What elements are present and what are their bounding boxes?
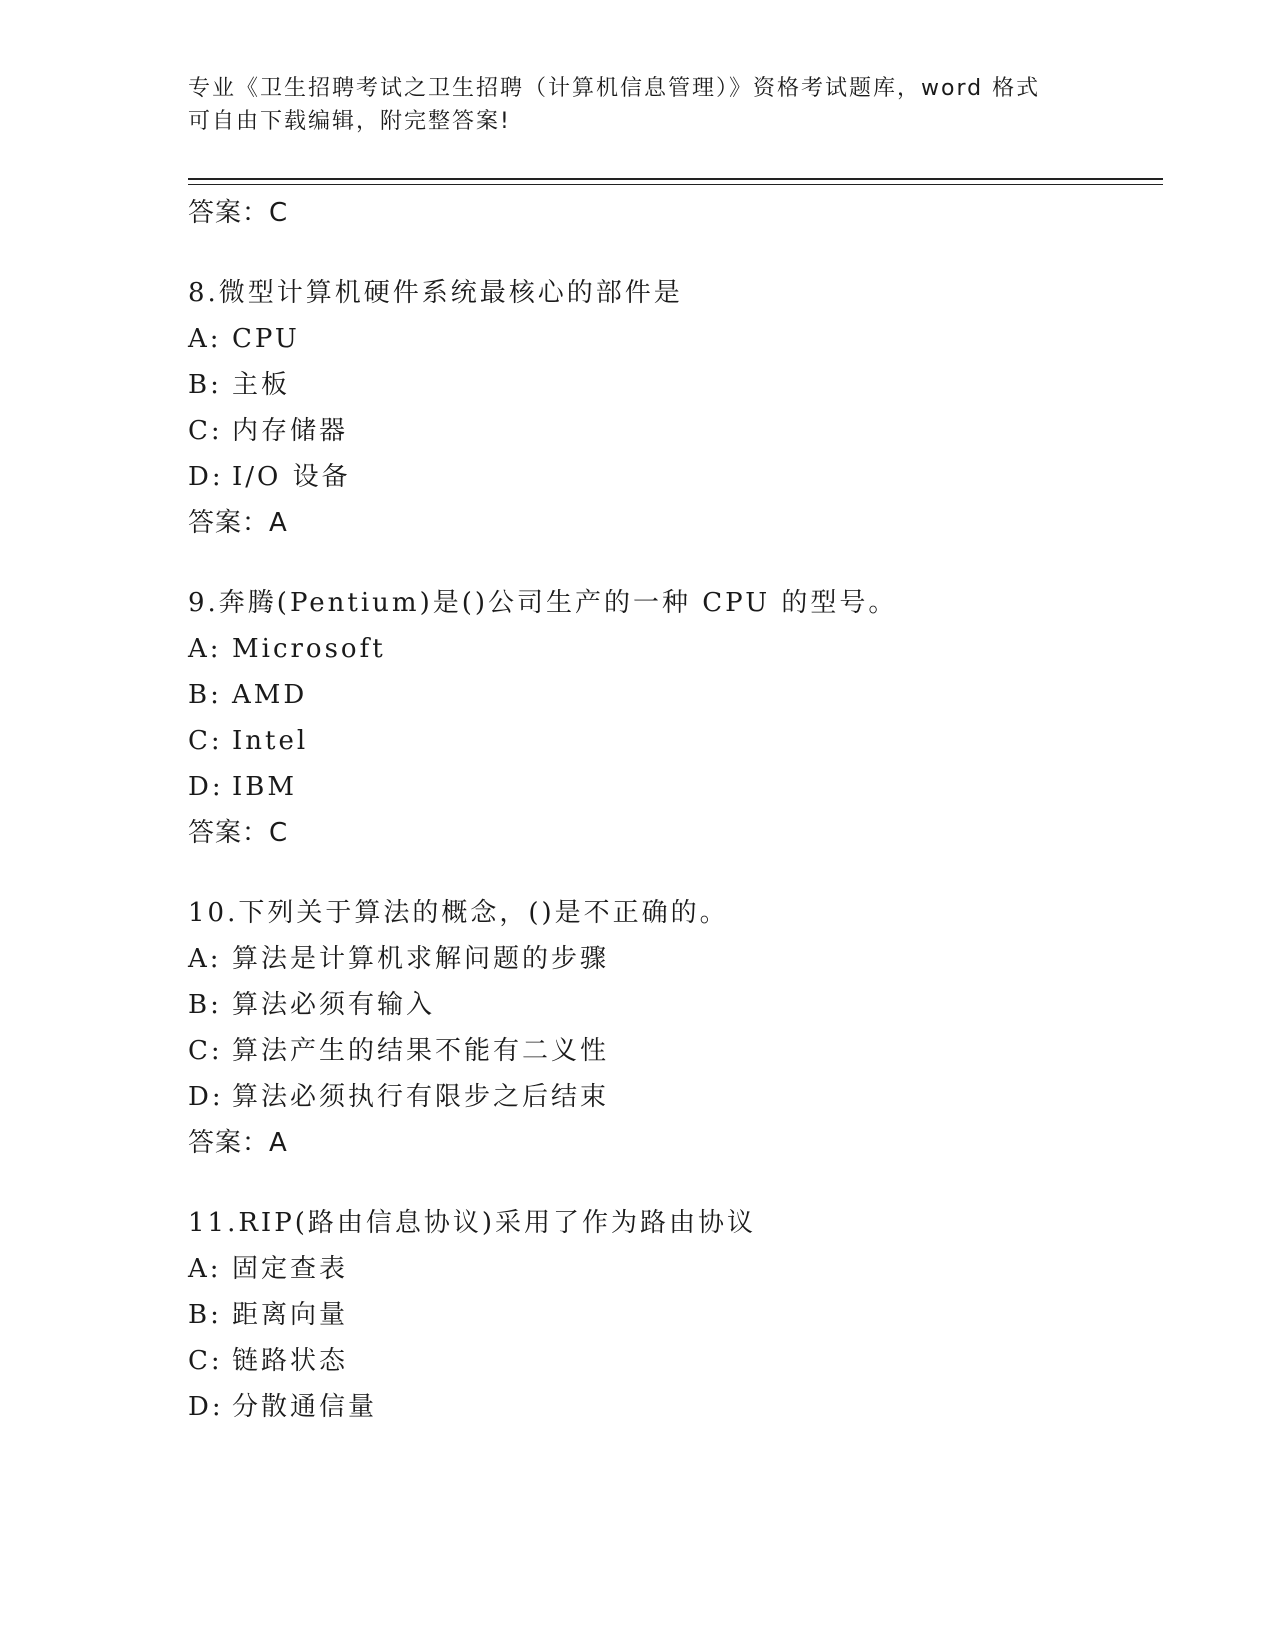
option-text: 算法必须有输入 <box>232 990 436 1020</box>
document-header <box>188 72 1088 138</box>
option-text: CPU <box>232 324 300 354</box>
question-list <box>188 190 1148 1430</box>
option-a <box>188 936 1148 982</box>
option-text: 固定查表 <box>232 1254 349 1284</box>
option-letter: A: <box>188 944 222 974</box>
option-letter: C: <box>188 726 223 756</box>
option-letter: C: <box>188 1346 223 1376</box>
answer-line: 答案：A <box>188 508 288 538</box>
option-text: Intel <box>232 726 309 756</box>
option-letter: A: <box>188 324 222 354</box>
option-d <box>188 454 1148 500</box>
option-text: 主板 <box>232 370 291 400</box>
option-letter: C: <box>188 1036 223 1066</box>
question-item <box>188 270 1148 546</box>
option-b <box>188 672 1148 718</box>
option-letter: A: <box>188 1254 222 1284</box>
option-letter: D: <box>188 772 224 802</box>
previous-answer: 答案：C <box>188 198 289 228</box>
option-text: 分散通信量 <box>232 1392 378 1422</box>
answer-line: 答案：A <box>188 1128 288 1158</box>
option-a <box>188 1246 1148 1292</box>
option-text: 链路状态 <box>232 1346 349 1376</box>
question-text: 8.微型计算机硬件系统最核心的部件是 <box>188 278 683 308</box>
option-letter: D: <box>188 1082 224 1112</box>
question-item <box>188 580 1148 856</box>
header-divider-thick <box>188 178 1163 180</box>
question-item <box>188 890 1148 1166</box>
header-line-1: 专业《卫生招聘考试之卫生招聘（计算机信息管理）》资格考试题库，word 格式 <box>188 76 1041 101</box>
question-text: 10.下列关于算法的概念，()是不正确的。 <box>188 898 729 928</box>
option-text: AMD <box>232 680 308 710</box>
option-letter: C: <box>188 416 223 446</box>
option-a <box>188 316 1148 362</box>
question-text: 9.奔腾(Pentium)是()公司生产的一种 CPU 的型号。 <box>188 588 898 618</box>
option-c <box>188 1338 1148 1384</box>
option-letter: B: <box>188 370 222 400</box>
header-divider-thin <box>188 184 1163 185</box>
answer-line: 答案：C <box>188 818 289 848</box>
option-text: I/O 设备 <box>232 462 351 492</box>
option-b <box>188 982 1148 1028</box>
option-text: 算法必须执行有限步之后结束 <box>232 1082 610 1112</box>
option-text: Microsoft <box>232 634 386 664</box>
option-letter: B: <box>188 680 222 710</box>
option-text: IBM <box>232 772 297 802</box>
option-d <box>188 764 1148 810</box>
option-c <box>188 408 1148 454</box>
option-text: 距离向量 <box>232 1300 349 1330</box>
option-a <box>188 626 1148 672</box>
option-letter: B: <box>188 990 222 1020</box>
question-text: 11.RIP(路由信息协议)采用了作为路由协议 <box>188 1208 756 1238</box>
option-b <box>188 1292 1148 1338</box>
option-c <box>188 718 1148 764</box>
option-text: 内存储器 <box>232 416 349 446</box>
option-c <box>188 1028 1148 1074</box>
option-b <box>188 362 1148 408</box>
header-line-2: 可自由下载编辑，附完整答案! <box>188 109 511 134</box>
option-d <box>188 1384 1148 1430</box>
option-letter: B: <box>188 1300 222 1330</box>
option-letter: D: <box>188 462 224 492</box>
option-letter: D: <box>188 1392 224 1422</box>
option-text: 算法产生的结果不能有二义性 <box>232 1036 610 1066</box>
option-d <box>188 1074 1148 1120</box>
option-letter: A: <box>188 634 222 664</box>
question-item <box>188 1200 1148 1430</box>
option-text: 算法是计算机求解问题的步骤 <box>232 944 610 974</box>
